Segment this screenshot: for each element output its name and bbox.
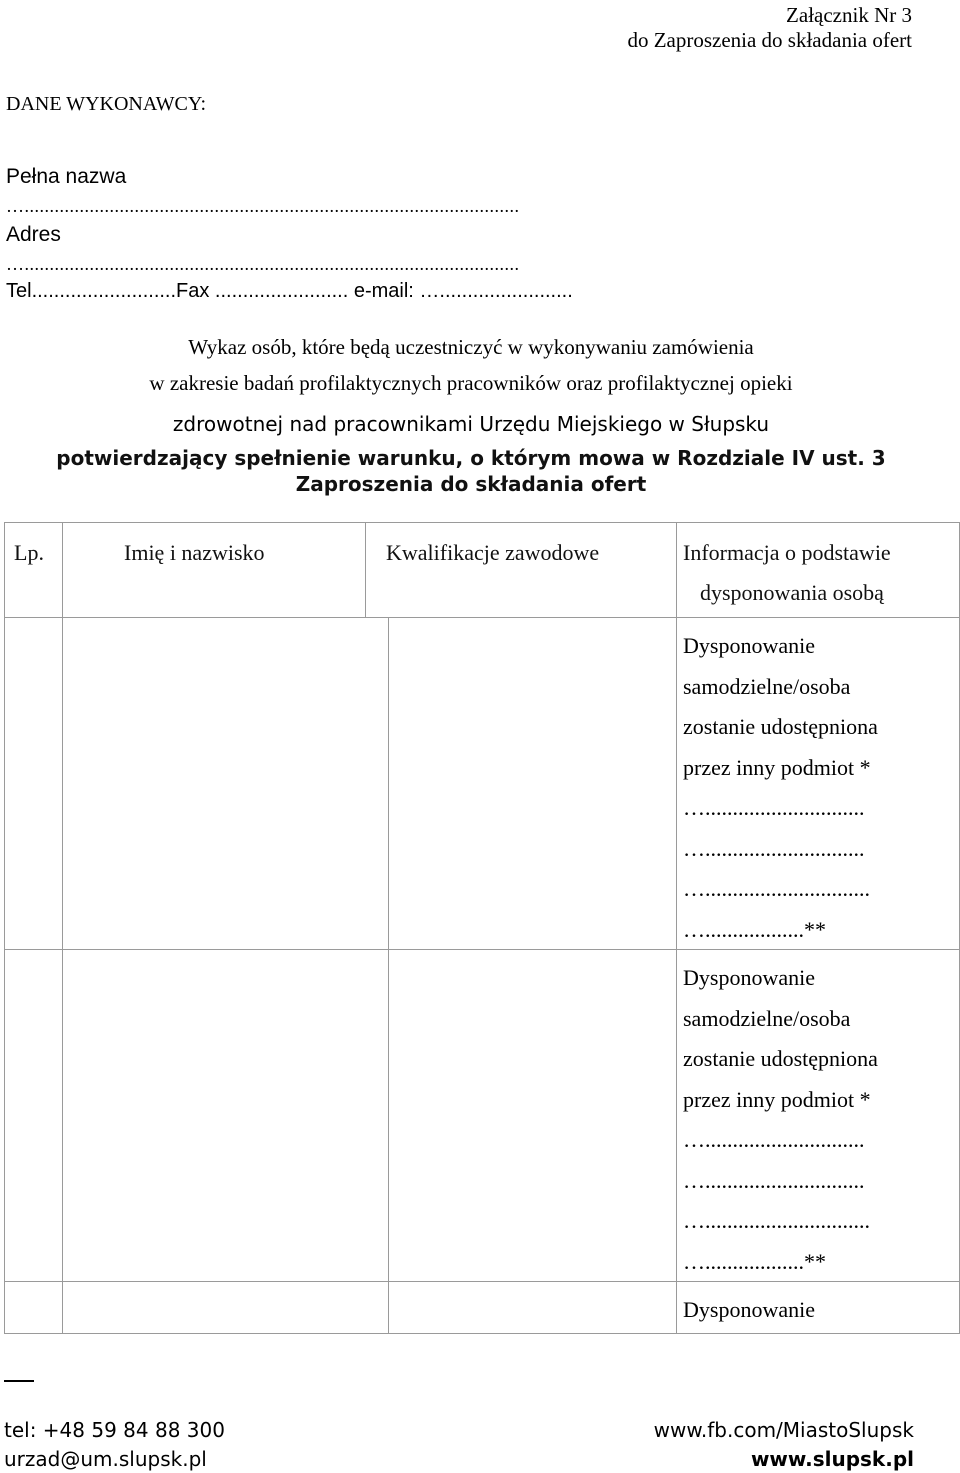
table-column-divider	[388, 617, 389, 1334]
attachment-number: Załącznik Nr 3	[786, 3, 912, 27]
disposal-dots-line[interactable]: ….............................	[683, 795, 865, 820]
column-header-qualifications: Kwalifikacje zawodowe	[386, 540, 600, 565]
table-bottom-border	[4, 1333, 960, 1334]
disposal-dots-line[interactable]: …..............................	[683, 1208, 870, 1233]
attachment-reference: do Zaproszenia do składania ofert	[627, 28, 912, 52]
footer-facebook-link[interactable]: www.fb.com/MiastoSlupsk	[653, 1418, 914, 1442]
table-row	[683, 958, 878, 1282]
disposal-info-line: zostanie udostępniona	[683, 714, 878, 739]
title-line-2: w zakresie badań profilaktycznych pracowników oraz profilaktycznej opieki	[149, 371, 793, 395]
table-column-divider	[676, 522, 677, 1334]
column-header-name: Imię i nazwisko	[124, 540, 265, 565]
column-header-lp: Lp.	[14, 540, 44, 565]
address-field[interactable]: …...................................................................................................	[6, 254, 520, 274]
disposal-info-line: Dysponowanie	[683, 965, 815, 990]
table-row	[683, 626, 878, 950]
column-header-info-line1: Informacja o podstawie	[683, 540, 891, 565]
footer-phone: tel: +48 59 84 88 300	[4, 1418, 225, 1442]
disposal-dots-line[interactable]: …..................**	[683, 916, 826, 942]
title-line-4: potwierdzający spełnienie warunku, o którym mowa w Rozdziale IV ust. 3	[56, 446, 886, 470]
footer-website-link[interactable]: www.slupsk.pl	[750, 1447, 914, 1471]
disposal-dots-line[interactable]: ….............................	[683, 835, 865, 861]
disposal-info-line: przez inny podmiot *	[683, 1086, 871, 1112]
table-row	[683, 1290, 815, 1331]
disposal-dots-line[interactable]: …..................**	[683, 1248, 826, 1274]
disposal-info-line: samodzielne/osoba	[683, 673, 851, 699]
table-top-border	[4, 522, 960, 523]
title-line-5: Zaproszenia do składania ofert	[295, 472, 647, 496]
disposal-info-line: samodzielne/osoba	[683, 1005, 851, 1031]
disposal-info-line: zostanie udostępniona	[683, 1046, 878, 1071]
table-header-divider	[4, 617, 960, 618]
footer-divider-mark	[4, 1380, 34, 1382]
address-label: Adres	[6, 223, 61, 246]
disposal-info-line: przez inny podmiot *	[683, 754, 871, 780]
table-column-divider	[365, 522, 366, 618]
title-line-1: Wykaz osób, które będą uczestniczyć w wykonywaniu zamówienia	[188, 335, 754, 359]
disposal-info-line: Dysponowanie	[683, 633, 815, 658]
disposal-dots-line[interactable]: ….............................	[683, 1127, 865, 1152]
full-name-label: Pełna nazwa	[6, 165, 127, 188]
disposal-dots-line[interactable]: …..............................	[683, 876, 870, 901]
table-left-border	[4, 522, 5, 1334]
contact-line[interactable]: Tel..........................Fax ........................ e-mail: …........................	[6, 280, 573, 302]
full-name-field[interactable]: …...................................................................................................	[6, 196, 520, 216]
title-line-3: zdrowotnej nad pracownikami Urzędu Miejskiego w Słupsku	[172, 412, 770, 436]
table-column-divider	[62, 522, 63, 1334]
contractor-section-title: DANE WYKONAWCY:	[6, 93, 207, 115]
disposal-dots-line[interactable]: ….............................	[683, 1167, 865, 1193]
column-header-info-line2: dysponowania osobą	[700, 580, 884, 605]
footer-email[interactable]: urzad@um.slupsk.pl	[4, 1447, 207, 1471]
disposal-info-line: Dysponowanie	[683, 1297, 815, 1322]
